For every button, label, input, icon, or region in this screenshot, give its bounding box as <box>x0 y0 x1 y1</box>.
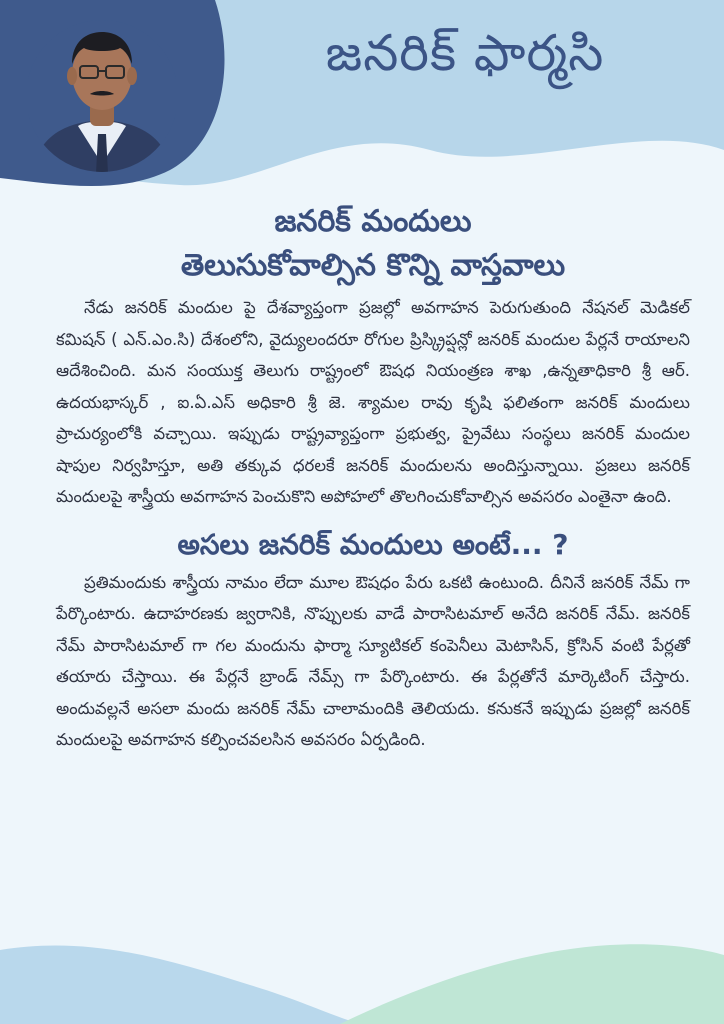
section1-paragraph: నేడు జనరిక్ మందుల పై దేశవ్యాప్తంగా ప్రజల్లో అవగాహన పెరుగుతుంది నేషనల్ మెడికల్ కమిషన్ ( ఎన్.ఎం.సి) దేశంలోని, వైద్యులందరూ రోగుల ప్రిస్క్రిప్షన్లో జనరిక్ మందుల పేర్లనే రాయాలని ఆదేశించింది. మన సంయుక్త తెలుగు రాష్ట్రంలో ఔషధ నియంత్రణ శాఖ ,ఉన్నతాధికారి శ్రీ ఆర్. ఉదయభాస్కర్ , ఐ.ఏ.ఎస్ అధికారి శ్రీ జె. శ్యామల రావు కృషి ఫలితంగా జనరిక్ మందులు ప్రాచుర్యంలోకి వచ్చాయి. ఇప్పుడు రాష్ట్రవ్యాప్తంగా ప్రభుత్వ, ప్రైవేటు సంస్థలు జనరిక్ మందుల షాపుల నిర్వహిస్తూ, అతి తక్కువ ధరలకే జనరిక్ మందులను అందిస్తున్నాయి. ప్రజలు జనరిక్ మందులపై శాస్త్రీయ అవగాహన పెంచుకొని అపోహలో తొలగించుకోవాల్సిన అవసరం ఎంతైనా ఉంది. <box>56 298 690 506</box>
section1-title-line1: జనరిక్ మందులు <box>274 204 472 239</box>
section2-paragraph: ప్రతిమందుకు శాస్త్రీయ నామం లేదా మూల ఔషధం పేరు ఒకటి ఉంటుంది. దీనినే జనరిక్ నేమ్ గా పేర్కొంటారు. ఉదాహరణకు జ్వరానికి, నొప్పులకు వాడే పారాసిటమాల్ అనేది జనరిక్ నేమ్. జనరిక్ నేమ్ పారాసిటమాల్ గా గల మందును ఫార్మా స్యూటికల్ కంపెనీలు మెటాసిన్, క్రోసిన్ వంటి పేర్లతో తయారు చేస్తాయి. ఈ పేర్లనే బ్రాండ్ నేమ్స్ గా పేర్కొంటారు. ఈ పేర్లతోనే మార్కెటింగ్ చేస్తారు. అందువల్లనే అసలా మందు జనరిక్ నేమ్ చాలామందికి తెలియదు. కనుకనే ఇప్పుడు ప్రజల్లో జనరిక్ మందులపై అవగాహన కల్పించవలసిన అవసరం ఏర్పడింది. <box>56 572 690 749</box>
section1-title-line2: తెలుసుకోవాల్సిన కొన్ని వాస్తవాలు <box>180 248 566 283</box>
article-body <box>56 200 690 756</box>
section2-title: అసలు జనరిక్ మందులు అంటే... ? <box>177 527 569 561</box>
avatar <box>28 14 176 174</box>
footer-wave-blue <box>0 945 360 1024</box>
page-title: జనరిక్ ఫార్మసి <box>325 24 605 82</box>
footer-wave-green <box>340 944 724 1024</box>
